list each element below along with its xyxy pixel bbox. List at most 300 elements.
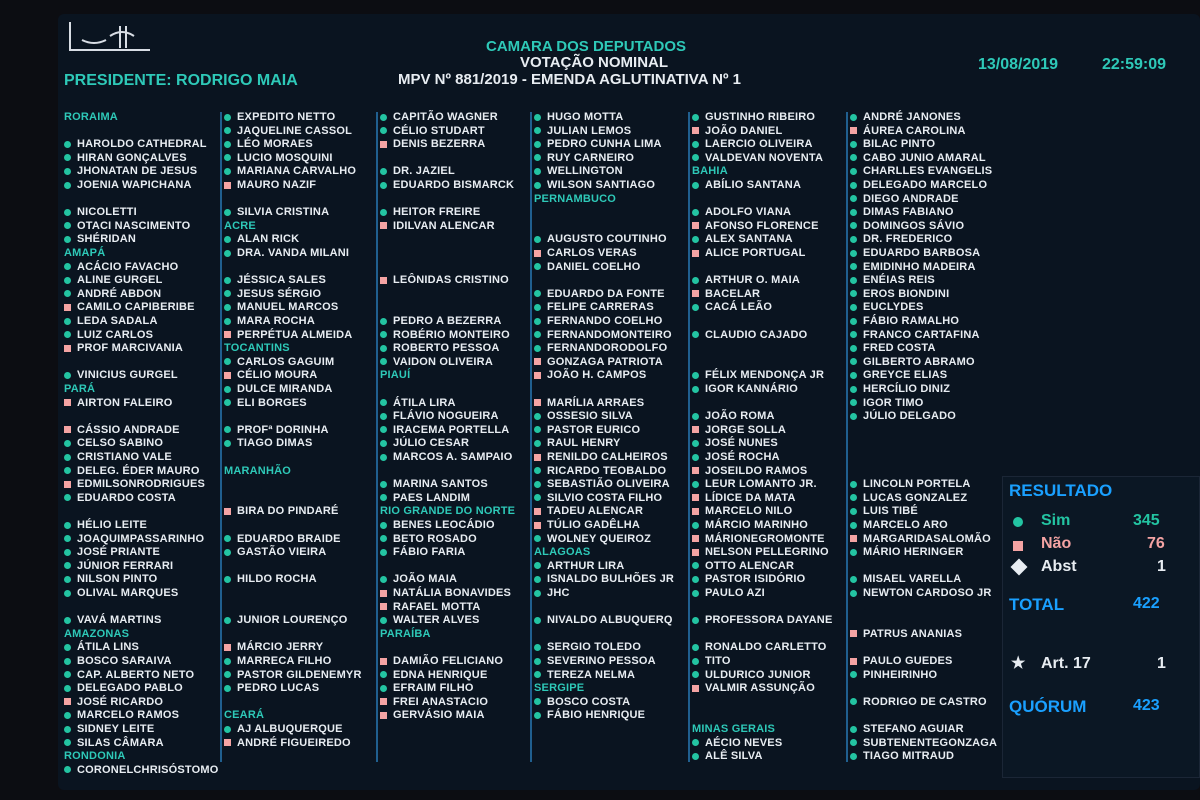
member-name: ARTHUR LIRA <box>547 559 625 572</box>
vote-no-icon <box>534 358 541 365</box>
vote-yes-icon <box>692 562 699 569</box>
vote-yes-icon <box>224 399 231 406</box>
member-name: FÁBIO RAMALHO <box>863 315 960 328</box>
member-row <box>64 232 136 246</box>
vote-no-icon <box>64 399 71 406</box>
member-name: IRACEMA PORTELLA <box>393 423 510 436</box>
member-name: JÚLIO DELGADO <box>863 410 957 423</box>
member-name: OTACI NASCIMENTO <box>77 219 191 232</box>
member-row <box>64 219 190 233</box>
vote-yes-icon <box>850 494 857 501</box>
member-name: CAP. ALBERTO NETO <box>77 668 195 681</box>
vote-yes-icon <box>380 535 387 542</box>
member-name: CÉLIO STUDART <box>393 124 485 137</box>
vote-no-icon <box>64 481 71 488</box>
vote-yes-icon <box>64 141 71 148</box>
member-row <box>224 232 299 246</box>
vote-yes-icon <box>224 658 231 665</box>
member-row <box>380 314 502 328</box>
member-row <box>692 178 801 192</box>
member-row <box>850 695 987 709</box>
abst-count: 1 <box>1157 558 1166 575</box>
member-name: CRISTIANO VALE <box>77 451 172 464</box>
vote-no-icon <box>850 658 857 665</box>
member-name: BENES LEOCÁDIO <box>393 519 495 532</box>
member-row <box>850 232 952 246</box>
member-row <box>534 532 651 546</box>
member-row <box>224 532 341 546</box>
vote-yes-icon <box>380 671 387 678</box>
vote-yes-icon <box>224 290 231 297</box>
vote-yes-icon <box>534 127 541 134</box>
member-row <box>64 491 176 505</box>
state-header <box>692 164 728 178</box>
vote-yes-icon <box>224 114 231 121</box>
vote-no-icon <box>380 712 387 719</box>
member-row <box>380 708 485 722</box>
member-row <box>64 164 197 178</box>
member-row <box>380 600 481 614</box>
member-row <box>64 736 164 750</box>
vote-yes-icon <box>692 739 699 746</box>
member-row <box>850 396 923 410</box>
vote-yes-icon <box>380 345 387 352</box>
member-row <box>380 409 499 423</box>
member-name: DANIEL COELHO <box>547 260 641 273</box>
header-title: CAMARA DOS DEPUTADOS <box>486 38 687 55</box>
member-row <box>534 654 656 668</box>
vote-no-icon <box>64 426 71 433</box>
vote-no-icon <box>692 685 699 692</box>
member-name: JÚLIO CESAR <box>393 437 470 450</box>
member-row <box>64 314 158 328</box>
member-name: RONALDO CARLETTO <box>705 641 827 654</box>
vote-yes-icon <box>380 549 387 556</box>
vote-yes-icon <box>850 222 857 229</box>
member-row <box>692 205 791 219</box>
member-row <box>850 504 918 518</box>
vote-yes-icon <box>534 236 541 243</box>
member-row <box>380 491 470 505</box>
member-row <box>534 423 640 437</box>
vote-yes-icon <box>850 726 857 733</box>
member-row <box>850 477 971 491</box>
member-name: RENILDO CALHEIROS <box>547 451 668 464</box>
member-row <box>692 654 731 668</box>
vote-yes-icon <box>850 590 857 597</box>
member-name: TEREZA NELMA <box>547 668 636 681</box>
member-row <box>64 151 187 165</box>
vote-yes-icon <box>534 698 541 705</box>
member-row <box>224 436 313 450</box>
member-name: WALTER ALVES <box>393 614 480 627</box>
vote-yes-icon <box>224 209 231 216</box>
state-name: RORAIMA <box>64 111 118 124</box>
vote-yes-icon <box>380 318 387 325</box>
member-name: BIRA DO PINDARÉ <box>237 505 339 518</box>
vote-yes-icon <box>64 454 71 461</box>
result-heading: RESULTADO <box>1009 481 1113 500</box>
member-name: AUGUSTO COUTINHO <box>547 233 667 246</box>
vote-no-icon <box>64 345 71 352</box>
member-row <box>850 164 992 178</box>
state-header <box>380 504 515 518</box>
member-name: AJ ALBUQUERQUE <box>237 723 343 736</box>
member-row <box>692 736 782 750</box>
vote-yes-icon <box>380 522 387 529</box>
vote-yes-icon <box>534 426 541 433</box>
member-row <box>224 368 317 382</box>
member-row <box>850 382 950 396</box>
vote-yes-icon <box>850 236 857 243</box>
member-row <box>692 450 780 464</box>
state-header <box>380 627 431 641</box>
member-row <box>850 518 948 532</box>
president-name: PRESIDENTE: RODRIGO MAIA <box>64 72 298 89</box>
vote-yes-icon <box>692 454 699 461</box>
member-name: PROFª DORINHA <box>237 423 329 436</box>
column-divider <box>530 112 532 762</box>
member-name: JOÃO MAIA <box>393 573 458 586</box>
vote-yes-icon <box>380 331 387 338</box>
member-row <box>64 137 207 151</box>
vote-no-icon <box>692 250 699 257</box>
member-name: LEUR LOMANTO JR. <box>705 478 817 491</box>
member-name: EDNA HENRIQUE <box>393 668 488 681</box>
member-name: FRANCO CARTAFINA <box>863 328 980 341</box>
member-name: ALICE PORTUGAL <box>705 247 806 260</box>
member-row <box>534 559 624 573</box>
member-row <box>692 586 765 600</box>
vote-yes-icon <box>224 127 231 134</box>
member-name: FREI ANASTACIO <box>393 695 489 708</box>
member-name: ANDRÉ ABDON <box>77 287 162 300</box>
vote-yes-icon <box>850 182 857 189</box>
member-name: OSSESIO SILVA <box>547 410 633 423</box>
member-row <box>850 668 937 682</box>
member-row <box>380 695 488 709</box>
member-row <box>380 681 474 695</box>
vote-yes-icon <box>64 182 71 189</box>
member-row <box>224 654 331 668</box>
member-row <box>850 532 991 546</box>
vote-yes-icon <box>534 318 541 325</box>
member-name: DR. JAZIEL <box>393 165 455 178</box>
member-row <box>64 205 137 219</box>
member-row <box>534 328 672 342</box>
session-date: 13/08/2019 <box>978 56 1059 73</box>
member-name: FERNANDORODOLFO <box>547 342 668 355</box>
member-row <box>380 164 455 178</box>
member-row <box>850 178 987 192</box>
member-name: RAUL HENRY <box>547 437 621 450</box>
nao-label: Não <box>1041 535 1072 552</box>
member-row <box>850 355 975 369</box>
member-row <box>850 328 980 342</box>
member-name: LEDA SADALA <box>77 315 158 328</box>
member-row <box>380 328 510 342</box>
member-name: MANUEL MARCOS <box>237 301 339 314</box>
vote-yes-icon <box>692 658 699 665</box>
member-name: VALMIR ASSUNÇÃO <box>705 682 815 695</box>
vote-yes-icon <box>64 712 71 719</box>
member-row <box>692 504 792 518</box>
member-name: NIVALDO ALBUQUERQ <box>547 614 673 627</box>
sim-icon <box>1013 517 1023 527</box>
member-row <box>380 110 498 124</box>
vote-yes-icon <box>64 739 71 746</box>
member-name: EDUARDO BRAIDE <box>237 532 341 545</box>
member-name: JOSEILDO RAMOS <box>705 464 808 477</box>
vote-yes-icon <box>850 290 857 297</box>
member-row <box>850 110 961 124</box>
member-row <box>380 477 488 491</box>
member-row <box>380 572 457 586</box>
vote-yes-icon <box>692 481 699 488</box>
member-row <box>64 532 204 546</box>
motion-title: MPV Nº 881/2019 - EMENDA AGLUTINATIVA Nº 1 <box>398 71 741 88</box>
member-name: HEITOR FREIRE <box>393 206 481 219</box>
member-row <box>224 178 316 192</box>
member-name: JORGE SOLLA <box>705 423 787 436</box>
vote-yes-icon <box>64 685 71 692</box>
vote-yes-icon <box>850 739 857 746</box>
member-row <box>380 436 469 450</box>
member-name: EDUARDO BARBOSA <box>863 247 981 260</box>
member-name: SEBASTIÃO OLIVEIRA <box>547 478 670 491</box>
star-icon: ★ <box>1011 655 1026 672</box>
vote-yes-icon <box>64 290 71 297</box>
vote-yes-icon <box>534 168 541 175</box>
member-name: NELSON PELLEGRINO <box>705 546 829 559</box>
member-name: MISAEL VARELLA <box>863 573 962 586</box>
sim-label: Sim <box>1041 512 1071 529</box>
member-name: CÁSSIO ANDRADE <box>77 423 180 436</box>
member-name: MARÍLIA ARRAES <box>547 396 645 409</box>
member-row <box>380 450 513 464</box>
member-row <box>850 260 976 274</box>
vote-yes-icon <box>380 454 387 461</box>
member-name: PROFESSORA DAYANE <box>705 614 833 627</box>
vote-yes-icon <box>64 331 71 338</box>
column-divider <box>220 112 222 762</box>
vote-yes-icon <box>64 766 71 773</box>
member-name: DENIS BEZERRA <box>393 138 486 151</box>
vote-no-icon <box>224 331 231 338</box>
member-name: IGOR KANNÁRIO <box>705 383 799 396</box>
member-row <box>850 368 947 382</box>
member-row <box>692 749 763 763</box>
nao-icon <box>1013 541 1023 551</box>
member-row <box>850 314 959 328</box>
member-name: JOSÉ RICARDO <box>77 695 164 708</box>
column-divider <box>376 112 378 762</box>
member-name: ALÊ SILVA <box>705 750 763 763</box>
vote-yes-icon <box>380 440 387 447</box>
vote-yes-icon <box>850 318 857 325</box>
member-name: BETO ROSADO <box>393 532 477 545</box>
member-name: FÁBIO FARIA <box>393 546 466 559</box>
member-row <box>850 124 966 138</box>
vote-no-icon <box>850 535 857 542</box>
member-row <box>534 613 673 627</box>
abst-label: Abst <box>1041 558 1077 575</box>
member-row <box>380 532 477 546</box>
state-name: PERNAMBUCO <box>534 192 617 205</box>
vote-yes-icon <box>64 236 71 243</box>
member-row <box>64 572 157 586</box>
member-name: SERGIO TOLEDO <box>547 641 642 654</box>
member-name: JULIAN LEMOS <box>547 124 632 137</box>
member-name: RAFAEL MOTTA <box>393 600 481 613</box>
member-row <box>850 736 997 750</box>
member-name: ALAN RICK <box>237 233 300 246</box>
member-row <box>692 368 824 382</box>
vote-yes-icon <box>850 331 857 338</box>
vote-yes-icon <box>850 345 857 352</box>
member-row <box>224 396 307 410</box>
vote-yes-icon <box>380 617 387 624</box>
vote-yes-icon <box>534 182 541 189</box>
vote-yes-icon <box>224 168 231 175</box>
member-row <box>692 328 807 342</box>
member-name: ROBERTO PESSOA <box>393 342 500 355</box>
member-row <box>224 668 362 682</box>
member-name: DULCE MIRANDA <box>237 383 333 396</box>
state-name: TOCANTINS <box>224 342 290 355</box>
member-name: JESUS SÉRGIO <box>237 287 322 300</box>
member-name: LEÔNIDAS CRISTINO <box>393 274 509 287</box>
vote-yes-icon <box>850 671 857 678</box>
member-row <box>64 328 153 342</box>
member-name: PASTOR ISIDÓRIO <box>705 573 806 586</box>
member-row <box>64 396 173 410</box>
member-name: MARCELO ARO <box>863 519 948 532</box>
vote-yes-icon <box>692 671 699 678</box>
vote-no-icon <box>380 658 387 665</box>
vote-yes-icon <box>534 576 541 583</box>
nao-count: 76 <box>1147 535 1165 552</box>
member-name: ANDRÉ FIGUEIREDO <box>237 736 351 749</box>
vote-yes-icon <box>64 549 71 556</box>
member-name: ELI BORGES <box>237 396 307 409</box>
member-name: JOÃO ROMA <box>705 410 775 423</box>
member-row <box>224 736 351 750</box>
vote-yes-icon <box>692 413 699 420</box>
member-row <box>224 273 326 287</box>
member-name: OTTO ALENCAR <box>705 559 795 572</box>
member-name: ÁTILA LIRA <box>393 396 456 409</box>
member-row <box>64 287 161 301</box>
vote-yes-icon <box>850 372 857 379</box>
member-row <box>64 613 162 627</box>
member-row <box>380 518 495 532</box>
member-row <box>534 668 635 682</box>
state-name: SERGIPE <box>534 682 585 695</box>
member-name: VAVÁ MARTINS <box>77 614 162 627</box>
state-header <box>64 110 118 124</box>
member-row <box>64 341 183 355</box>
member-name: PAULO GUEDES <box>863 655 953 668</box>
vote-yes-icon <box>224 535 231 542</box>
member-row <box>692 232 793 246</box>
member-name: TIAGO MITRAUD <box>863 750 955 763</box>
vote-yes-icon <box>534 712 541 719</box>
member-name: FLÁVIO NOGUEIRA <box>393 410 499 423</box>
member-name: SILVIA CRISTINA <box>237 206 330 219</box>
vote-yes-icon <box>692 644 699 651</box>
member-row <box>224 205 329 219</box>
vote-yes-icon <box>64 154 71 161</box>
vote-yes-icon <box>380 114 387 121</box>
vote-yes-icon <box>224 386 231 393</box>
vote-yes-icon <box>224 236 231 243</box>
state-header <box>534 681 584 695</box>
member-name: EDUARDO COSTA <box>77 491 176 504</box>
vote-no-icon <box>692 467 699 474</box>
vote-yes-icon <box>224 685 231 692</box>
vote-yes-icon <box>224 304 231 311</box>
state-name: MARANHÃO <box>224 464 291 477</box>
vote-yes-icon <box>64 617 71 624</box>
vote-yes-icon <box>380 481 387 488</box>
member-row <box>534 110 623 124</box>
member-row <box>850 151 986 165</box>
member-name: TIAGO DIMAS <box>237 437 313 450</box>
member-name: LUIZ CARLOS <box>77 328 154 341</box>
vote-yes-icon <box>534 590 541 597</box>
member-row <box>692 464 807 478</box>
member-name: JOÃO DANIEL <box>705 124 783 137</box>
member-row <box>380 654 503 668</box>
vote-yes-icon <box>850 753 857 760</box>
member-name: JHONATAN DE JESUS <box>77 165 198 178</box>
member-name: GASTÃO VIEIRA <box>237 546 327 559</box>
member-row <box>692 423 786 437</box>
member-name: FRED COSTA <box>863 342 936 355</box>
member-row <box>380 423 509 437</box>
state-name: PARAÍBA <box>380 627 431 640</box>
member-row <box>692 668 811 682</box>
vote-yes-icon <box>380 168 387 175</box>
vote-yes-icon <box>224 726 231 733</box>
member-name: FÉLIX MENDONÇA JR <box>705 369 825 382</box>
member-name: CÉLIO MOURA <box>237 369 318 382</box>
member-name: JOENIA WAPICHANA <box>77 179 192 192</box>
member-row <box>534 450 668 464</box>
vote-yes-icon <box>692 154 699 161</box>
member-name: GILBERTO ABRAMO <box>863 355 975 368</box>
member-name: EDMILSONRODRIGUES <box>77 478 206 491</box>
vote-no-icon <box>380 590 387 597</box>
vote-yes-icon <box>224 549 231 556</box>
member-name: SUBTENENTEGONZAGA <box>863 736 998 749</box>
member-row <box>692 137 813 151</box>
member-row <box>692 110 815 124</box>
vote-yes-icon <box>692 576 699 583</box>
member-row <box>64 273 163 287</box>
member-name: ACÁCIO FAVACHO <box>77 260 179 273</box>
vote-yes-icon <box>534 141 541 148</box>
member-row <box>64 477 205 491</box>
vote-no-icon <box>692 508 699 515</box>
member-row <box>224 110 335 124</box>
vote-yes-icon <box>850 141 857 148</box>
member-name: EDUARDO BISMARCK <box>393 179 515 192</box>
member-row <box>534 586 570 600</box>
member-name: IGOR TIMO <box>863 396 924 409</box>
member-name: MARCOS A. SAMPAIO <box>393 451 513 464</box>
